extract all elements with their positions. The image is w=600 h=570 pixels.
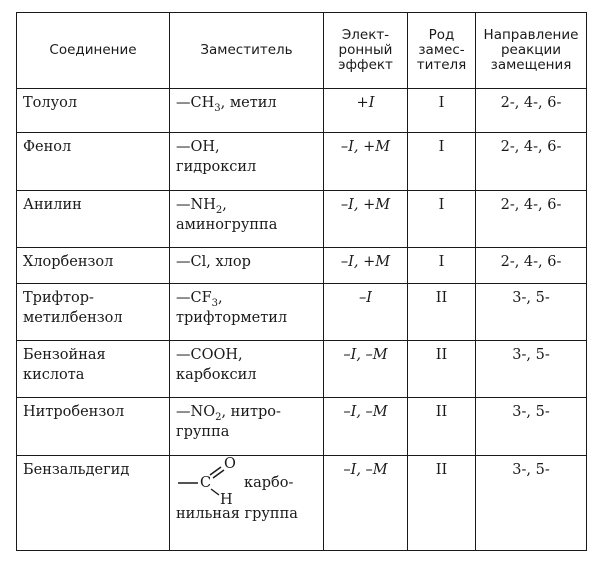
compound-cell — [17, 133, 170, 191]
substituent-text: гидроксил — [176, 159, 257, 175]
header-substituent: Заместитель — [170, 13, 324, 89]
effect-cell: –I, +M — [324, 133, 408, 191]
substituent-text: —OH, — [176, 139, 220, 155]
compound-cell — [17, 191, 170, 248]
compound-name: метилбензол — [23, 310, 123, 326]
effect-cell: –I, +M — [324, 248, 408, 284]
oxygen-atom: O — [224, 456, 236, 472]
kind-cell: II — [408, 456, 476, 551]
hydrogen-atom: H — [220, 492, 233, 508]
direction-cell: 3-, 5- — [476, 341, 587, 398]
direction-cell: 2-, 4-, 6- — [476, 248, 587, 284]
kind-cell: I — [408, 133, 476, 191]
compound-cell — [17, 248, 170, 284]
header-compound: Соединение — [17, 13, 170, 89]
compound-name: Нитробензол — [23, 404, 125, 420]
table-row — [17, 456, 587, 551]
substituent-cell — [170, 284, 324, 341]
carbon-atom: C — [200, 475, 212, 491]
direction-cell: 2-, 4-, 6- — [476, 89, 587, 133]
compound-name: Анилин — [23, 197, 82, 213]
substituent-text: аминогруппа — [176, 217, 278, 233]
substituent-text: трифторметил — [176, 310, 288, 326]
table-row — [17, 341, 587, 398]
header-effect-line: Элект- — [341, 27, 390, 43]
table-row — [17, 89, 587, 133]
kind-cell: II — [408, 341, 476, 398]
header-row — [17, 13, 587, 89]
header-effect-line: эффект — [338, 57, 393, 73]
header-kind-line: тителя — [416, 57, 467, 73]
compound-name: Хлорбензол — [23, 254, 114, 270]
substituent-text: карбоксил — [176, 367, 257, 383]
header-direction-line: Направление — [483, 27, 579, 43]
substituent-cell — [170, 133, 324, 191]
direction-cell: 3-, 5- — [476, 284, 587, 341]
substituent-text: нильная группа — [176, 506, 298, 522]
kind-cell: I — [408, 248, 476, 284]
substituent-text: $—CH_3$, метил — [176, 95, 277, 114]
compound-cell — [17, 341, 170, 398]
compound-name: Бензойная — [23, 347, 106, 363]
kind-cell: II — [408, 398, 476, 456]
direction-cell: 2-, 4-, 6- — [476, 133, 587, 191]
compound-cell — [17, 456, 170, 551]
header-kind-line: замес- — [418, 42, 465, 58]
compound-name: Трифтор- — [23, 290, 94, 306]
table-row — [17, 248, 587, 284]
header-kind — [408, 13, 476, 89]
substituent-text: карбо- — [244, 475, 294, 491]
compound-name: Фенол — [23, 139, 72, 155]
compound-name: Толуол — [23, 95, 78, 111]
header-effect — [324, 13, 408, 89]
substituent-cell — [170, 398, 324, 456]
compound-name: Бензальдегид — [23, 462, 130, 478]
direction-cell: 3-, 5- — [476, 398, 587, 456]
header-effect-line: ронный — [338, 42, 393, 58]
substituent-text: $—NO_2$, нитро- — [176, 404, 281, 423]
substituent-text: —Cl, хлор — [176, 254, 251, 270]
substituent-text: —COOH, — [176, 347, 243, 363]
substituent-text: $—CF_3$, — [176, 290, 223, 309]
substituent-text: группа — [176, 424, 230, 440]
substituent-cell — [170, 191, 324, 248]
header-direction-line: замещения — [490, 57, 572, 73]
table-row — [17, 284, 587, 341]
table-row — [17, 133, 587, 191]
effect-cell: –I, –M — [324, 456, 408, 551]
effect-cell: –I, –M — [324, 398, 408, 456]
effect-cell: –I — [324, 284, 408, 341]
effect-cell: +I — [324, 89, 408, 133]
aldehyde-structure — [176, 456, 306, 508]
compound-cell — [17, 89, 170, 133]
compound-cell — [17, 284, 170, 341]
effect-cell: –I, –M — [324, 341, 408, 398]
substituent-text: $—NH_2$, — [176, 197, 227, 216]
effect-cell: –I, +M — [324, 191, 408, 248]
direction-cell: 3-, 5- — [476, 456, 587, 551]
substituents-table — [16, 12, 587, 551]
kind-cell: II — [408, 284, 476, 341]
header-direction-line: реакции — [500, 42, 562, 58]
table-row — [17, 398, 587, 456]
substituent-cell — [170, 456, 324, 551]
substituent-cell — [170, 89, 324, 133]
kind-cell: I — [408, 89, 476, 133]
kind-cell: I — [408, 191, 476, 248]
substituent-cell — [170, 341, 324, 398]
compound-name: кислота — [23, 367, 85, 383]
compound-cell — [17, 398, 170, 456]
header-direction — [476, 13, 587, 89]
direction-cell: 2-, 4-, 6- — [476, 191, 587, 248]
substituent-cell — [170, 248, 324, 284]
table-row — [17, 191, 587, 248]
header-kind-line: Род — [428, 27, 455, 43]
